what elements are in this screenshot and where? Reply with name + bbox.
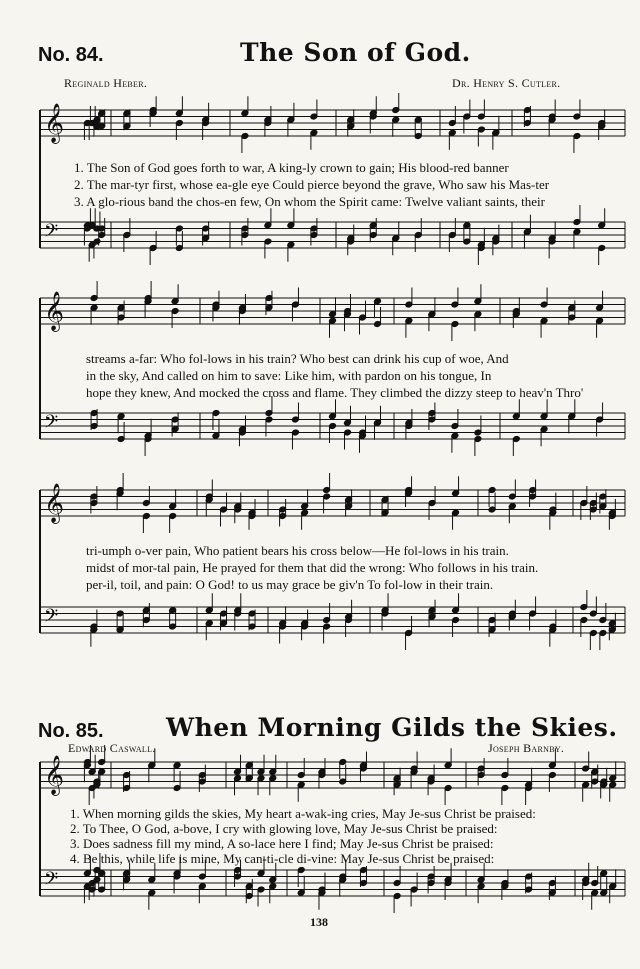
page-number: 138 bbox=[310, 915, 328, 929]
bass-clef-icon: 𝄢 bbox=[44, 412, 59, 437]
treble-clef-icon: 𝄞 bbox=[44, 483, 65, 523]
hymn-84-s3-verse-1: tri-umph o-ver pain, Who patient bears his cross below—He fol-lows in his train. bbox=[86, 543, 509, 558]
hymn-84-title: The Son of God. bbox=[240, 38, 471, 67]
treble-clef-icon: 𝄞 bbox=[44, 755, 65, 795]
hymn-84-s2-verse-1: streams a-far: Who fol-lows in his train? Who best can drink his cup of woe, And bbox=[86, 351, 509, 366]
hymn-84-s3-verse-3: per-il, toil, and pain: O God! to us may grace be giv'n To fol-low in their train. bbox=[86, 577, 494, 592]
bass-clef-icon: 𝄢 bbox=[44, 606, 59, 631]
hymn-84-number: No. 84. bbox=[38, 44, 104, 66]
hymn-85-verse-2: 2. To Thee, O God, a-bove, I cry with glowing love, May Je-sus Christ be praised: bbox=[70, 821, 498, 836]
hymn-84-s1-verse-3: 3. A glo-rious band the chos-en few, On whom the Spirit came: Twelve valiant saints, their bbox=[74, 194, 545, 209]
hymn-85-author: Edward Caswall. bbox=[68, 741, 156, 755]
bass-clef-icon: 𝄢 bbox=[44, 869, 59, 894]
hymn-85-composer: Joseph Barnby. bbox=[488, 741, 565, 755]
hymn-84-author: Reginald Heber. bbox=[64, 76, 148, 90]
hymn-84-s2-verse-3: hope they knew, And mocked the cross and flame. They climbed the dizzy steep to heav'n Thro' bbox=[86, 385, 584, 400]
hymn-84-s3-verse-2: midst of mor-tal pain, He prayed for them that did the wrong: Who follows in his train. bbox=[86, 560, 539, 575]
hymn-84-composer: Dr. Henry S. Cutler. bbox=[452, 76, 561, 90]
hymn-85-verse-1: 1. When morning gilds the skies, My heart a-wak-ing cries, May Je-sus Christ be praised: bbox=[70, 806, 536, 821]
hymn-84-s1-verse-1: 1. The Son of God goes forth to war, A king-ly crown to gain; His blood-red banner bbox=[74, 160, 509, 175]
treble-clef-icon: 𝄞 bbox=[44, 103, 65, 143]
hymn-85-title: When Morning Gilds the Skies. bbox=[166, 713, 618, 742]
hymn-84-s1-verse-2: 2. The mar-tyr first, whose ea-gle eye Could pierce beyond the grave, Who saw his Mas-ter bbox=[74, 177, 550, 192]
hymn-85-number: No. 85. bbox=[38, 720, 104, 742]
hymn-84-s2-verse-2: in the sky, And called on him to save: Like him, with pardon on his tongue, In bbox=[86, 368, 492, 383]
bass-clef-icon: 𝄢 bbox=[44, 221, 59, 246]
hymn-85-verse-4: 4. Be this, while life is mine, My can-ti-cle di-vine: May Je-sus Christ be praised: bbox=[70, 851, 495, 866]
treble-clef-icon: 𝄞 bbox=[44, 291, 65, 331]
hymn-85-verse-3: 3. Does sadness fill my mind, A so-lace here I find; May Je-sus Christ be praised: bbox=[70, 836, 494, 851]
